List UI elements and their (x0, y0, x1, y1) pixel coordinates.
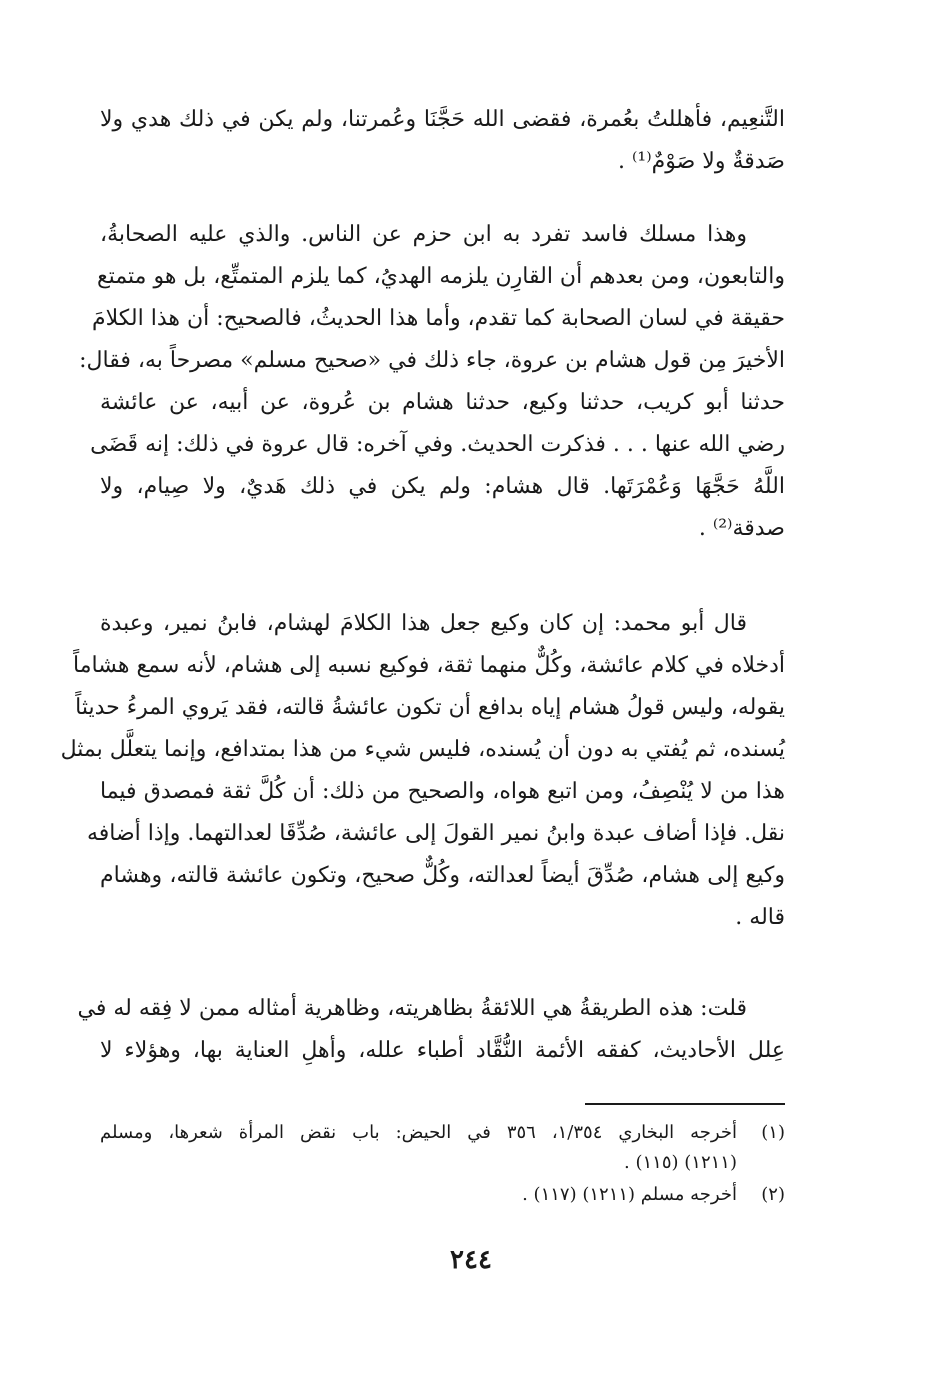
text-line: رضي الله عنها . . . فذكرت الحديث. وفي آخره: قال عروة في ذلك: إنه قَضَى (90, 432, 785, 457)
text-line: قاله . (735, 905, 785, 930)
footnote-separator (585, 1103, 785, 1105)
footnote-1 (100, 1118, 785, 1178)
text-line: أدخلاه في كلام عائشة، وكُلٌّ منهما ثقة، فوكيع نسبه إلى هشام، لأنه سمع هشاماً (73, 653, 785, 678)
text-line: وهذا مسلك فاسد تفرد به ابن حزم عن الناس. والذي عليه الصحابةُ، (100, 222, 747, 247)
text-line: قلت: هذه الطريقةُ هي اللائقةُ بظاهريته، وظاهرية أمثاله ممن لا فِقه له في (77, 996, 747, 1021)
text-line: نقل. فإذا أضاف عبدة وابنُ نمير القولَ إلى عائشة، صُدِّقَا لعدالتهما. وإذا أضافه (86, 821, 785, 846)
footnotes (100, 1118, 785, 1210)
text-line: اللَّهُ حَجَّهَا وَعُمْرَتَها. قال هشام: ولم يكن في ذلك هَديٌ، ولا صِيام، ولا (100, 474, 785, 499)
paragraph-1 (100, 99, 785, 183)
text-line: صَدقةٌ ولا صَوْمٌ⁽¹⁾ . (618, 149, 785, 174)
text-line: يُسنده، ثم يُفتي به دون أن يُسنده، فليس شيء من هذا بمتدافع، وإنما يتعلَّل بمثل (60, 737, 785, 762)
page-number: ٢٤٤ (450, 1245, 492, 1275)
footnote-2 (100, 1180, 785, 1210)
text-line: عِلل الأحاديث، كفقه الأئمة النُّقَّاد أطباء علله، وأهلِ العناية بها، وهؤلاء لا (100, 1038, 785, 1063)
footnote-number: (٢) (761, 1184, 785, 1205)
text-line: حدثنا أبو كريب، حدثنا وكيع، حدثنا هشام بن عُروة، عن أبيه، عن عائشة (100, 390, 785, 415)
footnote-line: (١٢١١) (١١٥) . (624, 1152, 737, 1173)
text-line: يقوله، وليس قولُ هشام إياه بدافع أن تكون عائشةُ قالته، فقد يَروي المرءُ حديثاً (75, 695, 785, 720)
footnote-number: (١) (761, 1122, 785, 1143)
text-line: حقيقة في لسان الصحابة كما تقدم، وأما هذا الحديثُ، فالصحيح: أن هذا الكلامَ (92, 306, 785, 331)
text-line: صدقة⁽²⁾ . (698, 516, 785, 541)
footnote-line: أخرجه البخاري ١/٣٥٤، ٣٥٦ في الحيض: باب نقض المرأة شعرها، ومسلم (100, 1122, 737, 1143)
text-line: هذا من لا يُنْصِفُ، ومن اتبع هواه، والصحيح من ذلك: أن كُلَّ ثقة فمصدق فيما (100, 779, 785, 804)
text-line: وكيع إلى هشام، صُدِّقَ أيضاً لعدالته، وكُلٌّ صحيح، وتكون عائشة قالته، وهشام (100, 863, 785, 888)
footnote-line: أخرجه مسلم (١٢١١) (١١٧) . (522, 1184, 737, 1205)
text-line: والتابعون، ومن بعدهم أن القارِن يلزمه الهديُ، كما يلزم المتمتِّع، بل هو متمتع (96, 264, 785, 289)
paragraph-4 (77, 988, 785, 1072)
paragraph-2 (79, 214, 785, 550)
text-line: الأخيرَ مِن قول هشام بن عروة، جاء ذلك في «صحيح مسلم» مصرحاً به، فقال: (79, 348, 785, 373)
paragraph-3 (60, 603, 785, 939)
text-line: التَّنعِيم، فأهللتُ بعُمرة، فقضى الله حَجَّنَا وعُمرتنا، ولم يكن في ذلك هدي ولا (100, 107, 785, 132)
text-line: قال أبو محمد: إن كان وكيع جعل هذا الكلامَ لهشام، فابنُ نمير، وعبدة (100, 611, 747, 636)
